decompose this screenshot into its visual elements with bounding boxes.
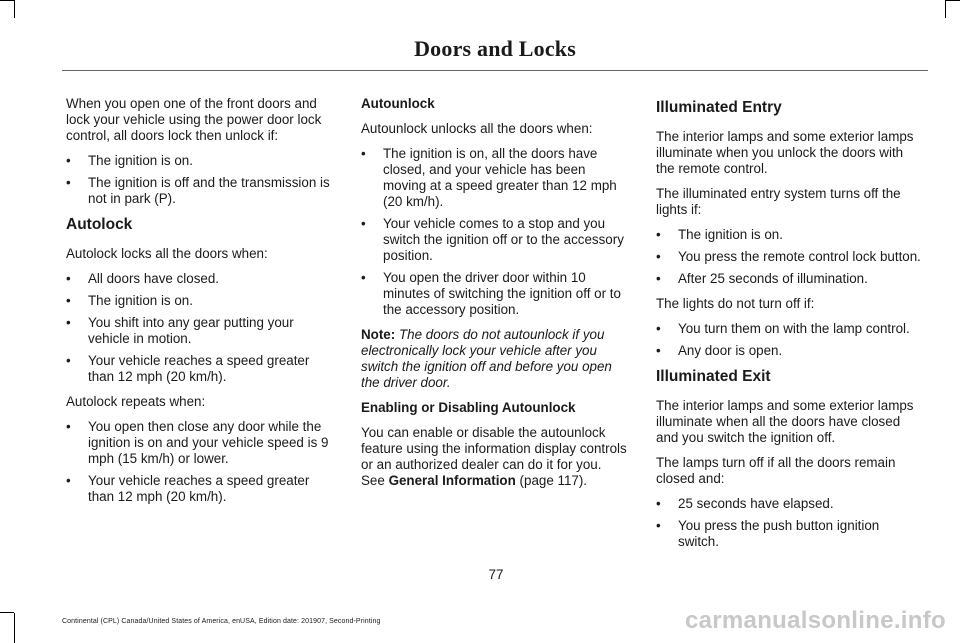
autounlock-intro: Autounlock unlocks all the doors when: — [361, 121, 593, 136]
bullet: • — [66, 153, 71, 168]
list-item: • You press the remote control lock button. — [656, 249, 921, 264]
edition-footer: Continental (CPL) Canada/United States of America, enUSA, Edition date: 201907, Second-Printing — [62, 618, 381, 625]
repeats-list — [66, 419, 332, 505]
bullet: • — [66, 293, 71, 308]
bullet: • — [361, 146, 366, 161]
enabling-heading: Enabling or Disabling Autounlock — [361, 400, 576, 415]
bullet: • — [656, 249, 661, 264]
entry-intro: The interior lamps and some exterior lamps illuminate when you unlock the doors with the remote control. — [656, 129, 914, 176]
list-item: • You press the push button ignition switch. — [656, 518, 880, 549]
bullet: • — [656, 321, 661, 336]
bullet: • — [656, 518, 661, 533]
page-title: Doors and Locks — [414, 36, 576, 61]
column-3 — [656, 96, 922, 559]
entry-off-list — [656, 227, 922, 287]
illuminated-entry-heading: Illuminated Entry — [656, 99, 782, 116]
bullet: • — [656, 496, 661, 511]
header-rule — [62, 70, 928, 71]
crop-mark — [945, 0, 946, 18]
intro-list — [66, 153, 332, 207]
bullet: • — [656, 271, 661, 286]
bullet: • — [66, 353, 71, 368]
autolock-intro: Autolock locks all the doors when: — [66, 246, 268, 261]
bullet: • — [656, 227, 661, 242]
illuminated-exit-heading: Illuminated Exit — [656, 368, 771, 385]
general-information-link[interactable]: General Information — [388, 473, 516, 488]
list-item: • The ignition is on. — [66, 293, 193, 308]
list-item: • Your vehicle comes to a stop and you switch the ignition off or to the accessory position. — [361, 216, 624, 263]
list-item: • Any door is open. — [656, 343, 783, 358]
xref-page: (page 117). — [519, 473, 588, 488]
note-label: Note: — [361, 327, 396, 342]
list-item: • You shift into any gear putting your vehicle in motion. — [66, 315, 294, 346]
list-item: • Your vehicle reaches a speed greater than 12 mph (20 km/h). — [66, 353, 310, 384]
bullet: • — [66, 315, 71, 330]
note-text: The doors do not autounlock if you electronically lock your vehicle after you switch the ignition off and before you open the driver door. — [361, 327, 612, 390]
bullet: • — [66, 271, 71, 286]
autounlock-list — [361, 146, 627, 318]
list-item: • You open the driver door within 10 minutes of switching the ignition off or to the accessory position. — [361, 270, 621, 317]
bullet: • — [66, 473, 71, 488]
column-2 — [361, 96, 627, 498]
watermark: carmanualsonline.info — [684, 607, 946, 634]
list-item: • The ignition is on. — [66, 153, 193, 168]
bullet: • — [66, 175, 71, 190]
bullet: • — [361, 270, 366, 285]
list-item: • The ignition is on, all the doors have closed, and your vehicle has been moving at a speed greater than 12 mph (20 km/h). — [361, 146, 617, 209]
crop-mark — [0, 612, 14, 613]
bullet: • — [361, 216, 366, 231]
exit-intro: The interior lamps and some exterior lamps illuminate when all the doors have closed and you switch the ignition off. — [656, 398, 914, 445]
list-item: • Your vehicle reaches a speed greater than 12 mph (20 km/h). — [66, 473, 310, 504]
list-item: • All doors have closed. — [66, 271, 220, 286]
list-item: • The ignition is on. — [656, 227, 783, 242]
bullet: • — [656, 343, 661, 358]
crop-mark — [14, 0, 15, 18]
intro-paragraph: When you open one of the front doors and lock your vehicle using the power door lock control, all doors lock then unlock if: — [66, 96, 322, 143]
crop-mark — [0, 0, 14, 1]
list-item: • After 25 seconds of illumination. — [656, 271, 868, 286]
crop-mark — [14, 613, 15, 643]
entry-not-off-list — [656, 321, 922, 359]
enabling-paragraph: You can enable or disable the autounlock feature using the information display controls or an authorized dealer can do it for you. See General Information (page 117). — [361, 425, 627, 488]
page-number: 77 — [488, 567, 504, 582]
note-paragraph — [361, 327, 627, 391]
repeats-intro: Autolock repeats when: — [66, 394, 206, 409]
exit-off-intro: The lamps turn off if all the doors remain closed and: — [656, 455, 896, 486]
autolock-heading: Autolock — [66, 216, 133, 233]
crop-mark — [946, 0, 960, 1]
column-1 — [66, 96, 332, 514]
list-item: • You turn them on with the lamp control. — [656, 321, 910, 336]
entry-off-intro: The illuminated entry system turns off the lights if: — [656, 186, 901, 217]
entry-not-off-intro: The lights do not turn off if: — [656, 296, 815, 311]
list-item: • You open then close any door while the ignition is on and your vehicle speed is 9 mph (15 km/h) or lower. — [66, 419, 329, 466]
autolock-list — [66, 271, 332, 385]
bullet: • — [66, 419, 71, 434]
list-item: • 25 seconds have elapsed. — [656, 496, 834, 511]
list-item: • The ignition is off and the transmission is not in park (P). — [66, 175, 330, 206]
autounlock-heading: Autounlock — [361, 96, 435, 111]
exit-off-list — [656, 496, 922, 550]
